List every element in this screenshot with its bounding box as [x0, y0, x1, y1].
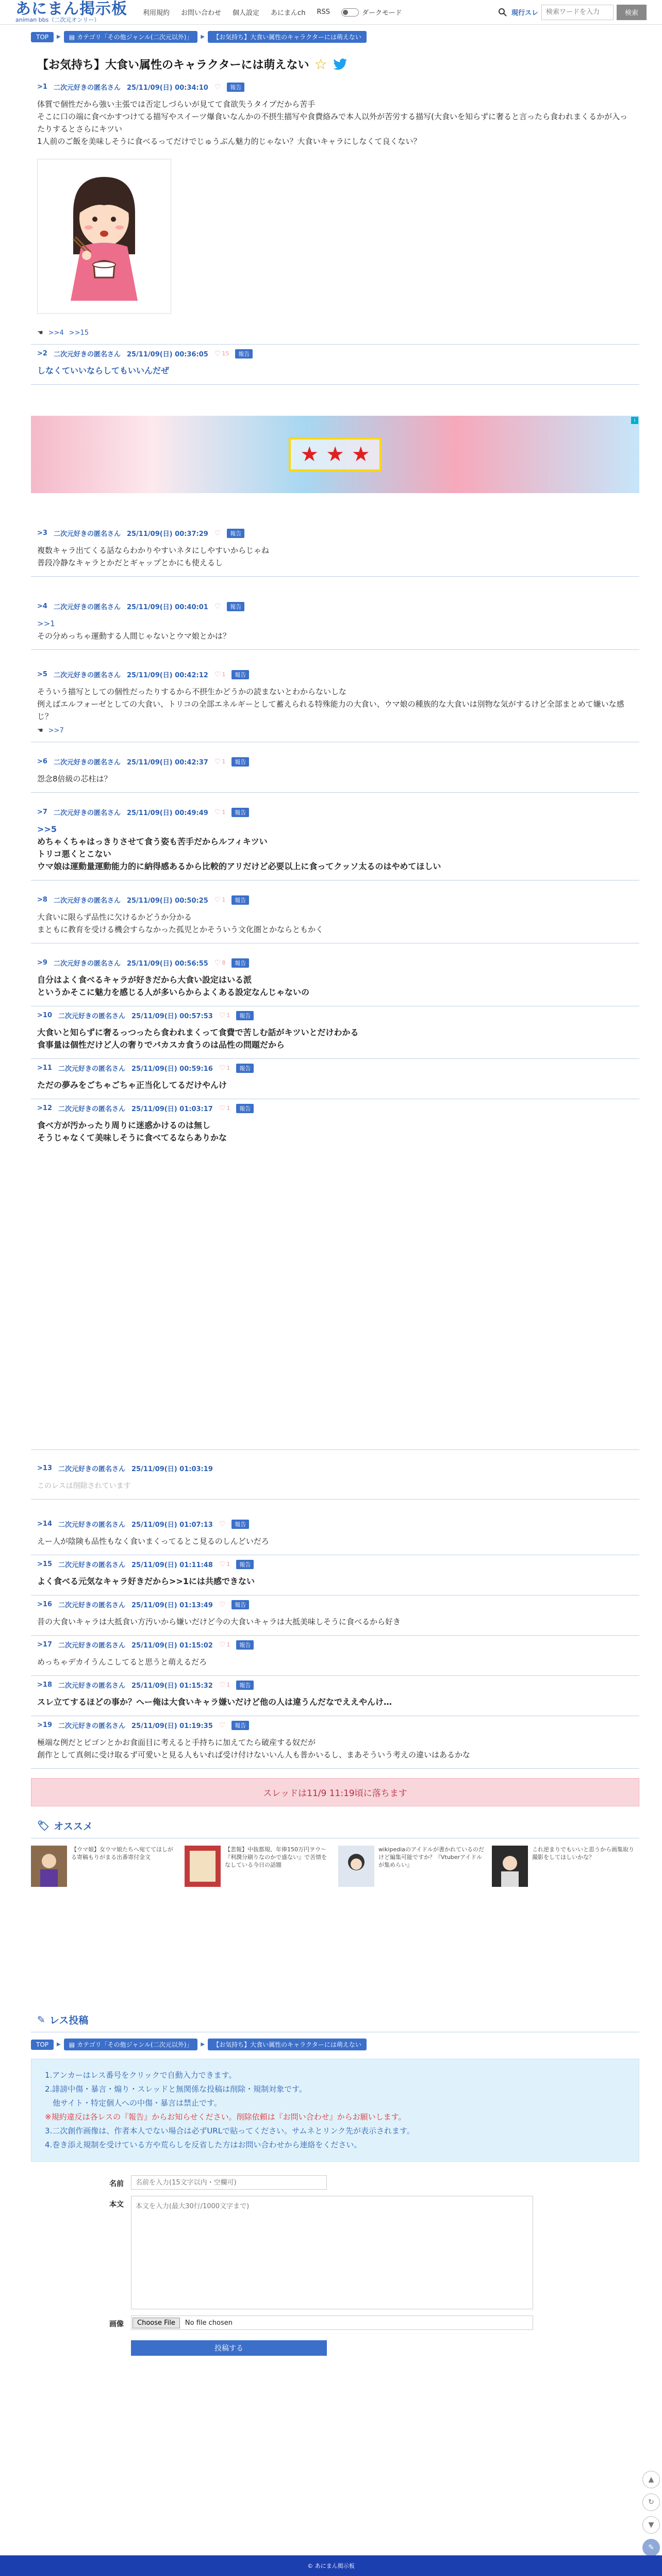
report-button[interactable]: 報告: [236, 1681, 254, 1690]
post-replies: [37, 727, 633, 739]
post-header: [37, 1463, 633, 1473]
post-number[interactable]: >15: [37, 1560, 52, 1568]
nav-contact[interactable]: お問い合わせ: [181, 9, 222, 17]
like-count: 1: [222, 809, 226, 816]
post-number[interactable]: >12: [37, 1104, 52, 1112]
post-12: [31, 1099, 639, 1450]
post-body: 複数キャラ出てくる話ならわかりやすいネタにしやすいからじゃね 普段冷静なキャラとかだとギャップとかにも使えるし: [37, 546, 270, 567]
post-14: [31, 1515, 639, 1555]
reply-pointer-icon: ☚: [37, 329, 43, 337]
breadcrumb-category-label: カテゴリ「その他ジャンル(二次元以外)」: [77, 2041, 193, 2048]
name-field[interactable]: [131, 2175, 327, 2190]
like-heart-icon[interactable]: ♡: [219, 1600, 226, 1609]
search-scope-select[interactable]: 現行スレ: [511, 9, 538, 17]
post-11: [31, 1059, 639, 1099]
anchor-link[interactable]: >>5: [37, 824, 57, 834]
poster-name: 二次元好きの匿名さん: [58, 1682, 125, 1690]
post-header: [37, 1559, 633, 1569]
search-icon: [497, 7, 508, 18]
post-date: 25/11/09(日) 00:49:49: [126, 809, 208, 817]
recommend-title: オススメ: [54, 1821, 93, 1832]
post-body: そういう描写としての個性だったりするから不摂生かどうかの読まないとわからないしな 例えばエルフォーゼとしての大食い、トリコの全部エネルギーとして蓄えられる特殊能力の大食い、ウマ娘の種族的な大食いは別物な気がするけど全部まとめて嫌いな感じ？: [37, 687, 624, 721]
folder-icon: ▤: [69, 33, 75, 41]
post-body: ただの夢みをごちゃごちゃ正当化してるだけやんけ: [37, 1080, 227, 1090]
post-number[interactable]: >5: [37, 671, 47, 678]
post-number[interactable]: >7: [37, 808, 47, 816]
like-count: 1: [226, 1561, 230, 1568]
ad-banner[interactable]: [31, 416, 639, 493]
post-number[interactable]: >18: [37, 1681, 52, 1689]
rule-line: 4.巻き添え規制を受けている方や荒らしを反省した方はお問い合わせから連絡をください。: [45, 2140, 362, 2149]
poster-name: 二次元好きの匿名さん: [58, 1602, 125, 1609]
post-date: 25/11/09(日) 01:03:17: [131, 1105, 213, 1113]
ad-info-icon[interactable]: i: [631, 417, 638, 424]
poster-name: 二次元好きの匿名さん: [53, 960, 121, 968]
post-9: [31, 954, 639, 1006]
tag-icon: 🏷: [37, 1820, 50, 1832]
report-button[interactable]: 報告: [231, 808, 249, 817]
breadcrumb-top[interactable]: TOP: [31, 32, 54, 42]
post-replies: [37, 329, 633, 341]
pencil-icon: ✎: [37, 2014, 45, 2026]
anchor-link[interactable]: >>1: [37, 619, 55, 628]
header-nav: [143, 7, 402, 17]
like-heart-icon[interactable]: ♡ 1: [219, 1011, 230, 1020]
post-header: [37, 601, 633, 611]
post-body: えー人が陰険も品性もなく食いまくってるとこ見るのしんどいだろ: [37, 1537, 269, 1546]
toggle-track: [341, 8, 359, 17]
like-heart-icon[interactable]: ♡ 1: [214, 808, 226, 817]
banner-logo-icon: ★ ★ ★: [289, 437, 381, 471]
post-image[interactable]: [37, 159, 171, 314]
file-status: No file chosen: [185, 2319, 233, 2327]
report-button[interactable]: 報告: [231, 757, 249, 767]
post-body: よく食べる元気なキャラ好きだから>>1には共感できない: [37, 1576, 255, 1586]
reply-pointer-icon: ☚: [37, 727, 43, 735]
report-button[interactable]: 報告: [231, 958, 249, 968]
poster-name: 二次元好きの匿名さん: [53, 897, 121, 905]
post-number[interactable]: >6: [37, 758, 47, 765]
image-label: 画像: [109, 2320, 124, 2328]
logo-title: あにまん掲示板: [15, 0, 127, 18]
poster-name: 二次元好きの匿名さん: [53, 84, 121, 92]
post-body: 食べ方が汚かったり周りに迷惑かけるのは無し そうじゃなくて美味しそうに食べてるならありかな: [37, 1120, 227, 1143]
thumbnail-icon: [492, 1846, 528, 1887]
nav-animanch[interactable]: あにまんch: [271, 9, 306, 17]
post-7: [31, 803, 639, 881]
report-button[interactable]: 報告: [231, 1600, 249, 1609]
breadcrumb-separator-icon: ▶: [57, 2042, 61, 2047]
like-heart-icon[interactable]: ♡ 1: [219, 1640, 230, 1649]
like-count: 1: [222, 671, 226, 678]
nav-rss[interactable]: RSS: [317, 8, 330, 16]
post-body: めっちゃデカイうんこしてると思うと萌えるだろ: [37, 1657, 207, 1667]
like-count: 1: [226, 1065, 230, 1071]
like-heart-icon[interactable]: ♡ 15: [214, 349, 229, 358]
poster-name: 二次元好きの匿名さん: [53, 759, 121, 767]
breadcrumb-thread[interactable]: 【お気持ち】大食い属性のキャラクターには萌えない: [208, 2039, 367, 2050]
thumbnail-icon: [185, 1846, 221, 1887]
post-header: [37, 1519, 633, 1529]
post-body: [37, 817, 633, 877]
breadcrumb-category[interactable]: [64, 2039, 198, 2050]
main-content: [31, 41, 639, 2356]
body-textarea[interactable]: [131, 2196, 533, 2309]
post-number[interactable]: >17: [37, 1641, 52, 1649]
post-number[interactable]: >4: [37, 602, 47, 610]
post-body: 極端な例だとピゴンとかお食面目に考えると手持ちに加えてたら破産する奴だが 創作として真剣に受け取るず可愛いと見る人もいれば受け付けないいん人も普かいるし、まあそういう考えの違いはあるかな: [37, 1738, 471, 1759]
post-header: [37, 1640, 633, 1650]
post-date: 25/11/09(日) 00:34:10: [126, 84, 208, 92]
rule-line: 2.誹謗中傷・暴言・煽り・スレッドと無関係な投稿は削除・規制対象です。: [45, 2084, 307, 2094]
recommend-item[interactable]: [185, 1846, 332, 1887]
search-input[interactable]: [541, 5, 614, 20]
post-date: 25/11/09(日) 00:37:29: [126, 530, 208, 538]
rule-line: 3.二次創作画像は、作者本人でない場合は必ずURLで貼ってください。サムネとリンク先が表示されます。: [45, 2126, 415, 2135]
poster-name: 二次元好きの匿名さん: [53, 530, 121, 538]
post-header: [37, 1103, 633, 1113]
site-header: [0, 0, 662, 25]
report-button[interactable]: 報告: [227, 529, 244, 538]
post-date: 25/11/09(日) 00:59:16: [131, 1065, 213, 1073]
post-body: 大食いに限らず品性に欠けるかどうか分かる まともに教育を受ける機会すらなかった孤児とかそういう文化圏とかならともかく: [37, 912, 324, 934]
recommend-text: 【悲報】中抜都規、年俸150万円ヲウ～『利潤分刷りなのかで盛ない』で苦情をなしている今日の話題: [225, 1846, 327, 1868]
post-19: [31, 1716, 639, 1769]
report-button[interactable]: 報告: [236, 1104, 254, 1113]
post-body: 自分はよく食べるキャラが好きだから大食い設定はいる派 というかそこに魅力を感じる人が多いらからよくある設定なんじゃないの: [37, 975, 310, 997]
post-number[interactable]: >16: [37, 1601, 52, 1608]
report-button[interactable]: 報告: [231, 895, 249, 905]
name-row: [31, 2172, 639, 2193]
post-4: [31, 597, 639, 650]
post-5: [31, 665, 639, 742]
like-count: 1: [226, 1641, 230, 1648]
post-header: [37, 1680, 633, 1690]
thumbnail-icon: [338, 1846, 374, 1887]
post-header: [37, 807, 633, 817]
reply-form-header: [31, 2013, 639, 2032]
like-heart-icon[interactable]: ♡ 1: [219, 1681, 230, 1689]
like-heart-icon[interactable]: ♡ 1: [219, 1104, 230, 1113]
poster-name: 二次元好きの匿名さん: [53, 351, 121, 358]
breadcrumb-separator-icon: ▶: [201, 34, 205, 40]
like-heart-icon[interactable]: ♡ 1: [214, 757, 226, 766]
poster-name: 二次元好きの匿名さん: [53, 604, 121, 611]
post-date: 25/11/09(日) 00:36:05: [126, 351, 208, 358]
post-number[interactable]: >1: [37, 83, 47, 91]
compose-icon[interactable]: ✎: [642, 2539, 660, 2556]
post-3: [31, 524, 639, 577]
site-footer: © あにまん掲示板: [0, 2555, 662, 2576]
post-number[interactable]: >8: [37, 896, 47, 904]
girl-eating-illustration: [53, 167, 156, 306]
post-17: [31, 1636, 639, 1676]
post-number[interactable]: >10: [37, 1012, 52, 1019]
thread-expiry-alert: スレッドは11/9 11:19頃に落ちます: [31, 1778, 639, 1806]
reply-form-section: [31, 2013, 639, 2356]
post-date: 25/11/09(日) 01:19:35: [131, 1722, 213, 1730]
post-date: 25/11/09(日) 01:07:13: [131, 1521, 213, 1529]
poster-name: 二次元好きの匿名さん: [58, 1105, 125, 1113]
post-header: [37, 1063, 633, 1073]
post-date: 25/11/09(日) 01:13:49: [131, 1602, 213, 1609]
like-count: 1: [222, 896, 226, 903]
post-number[interactable]: >2: [37, 350, 47, 357]
like-heart-icon[interactable]: ♡: [219, 1721, 226, 1730]
post-date: 25/11/09(日) 01:15:32: [131, 1682, 213, 1690]
recommend-item[interactable]: [492, 1846, 639, 1887]
like-heart-icon[interactable]: ♡: [214, 529, 221, 537]
thumbnail-icon: [31, 1846, 67, 1887]
nav-settings[interactable]: 個人設定: [233, 9, 260, 17]
like-heart-icon[interactable]: ♡ 1: [219, 1064, 230, 1072]
post-date: 25/11/09(日) 00:56:55: [126, 960, 208, 968]
body-row: [31, 2193, 639, 2312]
reload-icon[interactable]: ↻: [642, 2493, 660, 2511]
like-heart-icon[interactable]: ♡: [214, 602, 221, 611]
post-header: [37, 528, 633, 538]
report-button[interactable]: 報告: [231, 1520, 249, 1529]
toggle-knob: [343, 10, 348, 15]
poster-name: 二次元好きの匿名さん: [58, 1722, 125, 1730]
post-header: [37, 670, 633, 679]
posting-rules: [31, 2059, 639, 2162]
poster-name: 二次元好きの匿名さん: [58, 1521, 125, 1529]
twitter-share-icon[interactable]: [333, 58, 348, 71]
post-number[interactable]: >19: [37, 1721, 52, 1729]
dark-mode-toggle[interactable]: [341, 7, 402, 17]
dark-mode-label: ダークモード: [361, 9, 402, 17]
post-13: [31, 1459, 639, 1499]
post-number[interactable]: >13: [37, 1464, 52, 1472]
like-heart-icon[interactable]: ♡ 1: [219, 1560, 230, 1569]
report-button[interactable]: 報告: [236, 1064, 254, 1073]
report-button[interactable]: 報告: [236, 1560, 254, 1569]
recommend-text: 【ウマ娘】女ウマ娘たちへ宛ててほしがる寄稿もりがまる出番寄付金文: [71, 1846, 173, 1861]
form-breadcrumb: [31, 2032, 639, 2050]
post-16: [31, 1595, 639, 1636]
reply-link[interactable]: >>15: [69, 329, 89, 337]
post-date: 25/11/09(日) 01:03:19: [131, 1465, 213, 1473]
post-body: 怨念8倍級の芯柱は？: [37, 774, 112, 784]
poster-name: 二次元好きの匿名さん: [53, 672, 121, 679]
breadcrumb-top[interactable]: TOP: [31, 2040, 54, 2050]
report-button[interactable]: 報告: [227, 602, 244, 611]
post-body: 昔の大食いキャラは大抵食い方汚いから嫌いだけど今の大食いキャラは大抵美味しそうに食べるから好き: [37, 1617, 401, 1626]
report-button[interactable]: 報告: [236, 1640, 254, 1650]
search-bar: [497, 5, 647, 20]
rule-line: ※規約違反は各レスの『報告』からお知らせください。削除依頼は『お問い合わせ』からお願いします。: [45, 2112, 406, 2122]
post-header: [37, 1600, 633, 1609]
scroll-top-icon[interactable]: ▲: [642, 2471, 660, 2488]
post-1: [31, 78, 639, 345]
name-label: 名前: [109, 2180, 124, 2188]
like-heart-icon[interactable]: ♡ 1: [214, 670, 226, 679]
reply-form-title: レス投稿: [49, 2015, 89, 2026]
like-heart-icon[interactable]: ♡ 8: [214, 958, 226, 967]
like-count: 15: [222, 350, 229, 357]
recommend-item[interactable]: [31, 1846, 178, 1887]
like-heart-icon[interactable]: ♡: [214, 83, 221, 91]
like-heart-icon[interactable]: ♡ 1: [214, 895, 226, 904]
reply-link[interactable]: >>4: [48, 329, 64, 337]
recommend-header: [31, 1819, 639, 1838]
side-tools: [642, 2471, 660, 2556]
breadcrumb-category-label: カテゴリ「その他ジャンル(二次元以外)」: [77, 34, 193, 41]
like-count: 1: [226, 1105, 230, 1112]
post-text: その分めっちゃ運動する人間じゃないとウマ娘とかは？: [37, 631, 230, 641]
post-2: [31, 345, 639, 385]
like-count: 1: [222, 758, 226, 765]
report-button[interactable]: 報告: [231, 670, 249, 679]
image-row: [31, 2312, 639, 2333]
post-date: 25/11/09(日) 00:42:37: [126, 759, 208, 767]
poster-name: 二次元好きの匿名さん: [53, 809, 121, 817]
post-text: めちゃくちゃはっきりさせて食う姿も苦手だからルフィキツい トリコ悪くとこない ウマ娘は運動量運動能力的に納得感あるから比較的アリだけど必要以上に食ってクッソ太るのはやめてほしい: [37, 837, 441, 871]
post-date: 25/11/09(日) 01:11:48: [131, 1561, 213, 1569]
recommend-text: wikipediaのアイドルが書かれているのだけど編集可能ですか？『Vtuberアイドルが集めらい』: [378, 1846, 485, 1868]
reply-link[interactable]: >>7: [48, 727, 64, 735]
recommend-item[interactable]: [338, 1846, 486, 1887]
post-number[interactable]: >14: [37, 1520, 52, 1528]
body-label: 本文: [109, 2200, 124, 2209]
like-count: 8: [222, 959, 226, 966]
report-button[interactable]: 報告: [231, 1721, 249, 1730]
post-date: 25/11/09(日) 01:15:02: [131, 1642, 213, 1650]
breadcrumb-separator-icon: ▶: [201, 2042, 205, 2047]
post-header: [37, 349, 633, 358]
folder-icon: ▤: [69, 2041, 75, 2048]
poster-name: 二次元好きの匿名さん: [58, 1642, 125, 1650]
post-header: [37, 82, 633, 92]
post-date: 25/11/09(日) 00:57:53: [131, 1013, 213, 1020]
post-8: [31, 891, 639, 943]
submit-button[interactable]: 投稿する: [131, 2340, 327, 2356]
thread-title-bar: [31, 41, 639, 78]
post-18: [31, 1676, 639, 1716]
report-button[interactable]: 報告: [227, 83, 244, 92]
post-10: [31, 1006, 639, 1059]
search-button[interactable]: 検索: [617, 5, 647, 20]
breadcrumb: [0, 25, 662, 43]
post-number[interactable]: >3: [37, 529, 47, 537]
report-button[interactable]: 報告: [236, 1011, 254, 1020]
poster-name: 二次元好きの匿名さん: [58, 1065, 125, 1073]
breadcrumb-thread[interactable]: 【お気持ち】大食い属性のキャラクターには萌えない: [208, 31, 367, 43]
scroll-bottom-icon[interactable]: ▼: [642, 2516, 660, 2534]
post-number[interactable]: >11: [37, 1064, 52, 1072]
post-date: 25/11/09(日) 00:42:12: [126, 672, 208, 679]
poster-name: 二次元好きの匿名さん: [58, 1013, 125, 1020]
post-body: スレ立てするほどの事か？へー俺は大食いキャラ嫌いだけど他の人は違うんだなでええやんけ…: [37, 1697, 392, 1707]
post-header: [37, 1010, 633, 1020]
rule-line: 1.アンカーはレス番号をクリックで自動入力できます。: [45, 2070, 237, 2080]
like-count: 1: [226, 1012, 230, 1019]
breadcrumb-separator-icon: ▶: [57, 34, 61, 40]
recommend-list: [31, 1838, 639, 1894]
favorite-star-icon[interactable]: ☆: [314, 56, 327, 73]
deleted-message: このレスは削除されています: [37, 1482, 131, 1490]
post-date: 25/11/09(日) 00:50:25: [126, 897, 208, 905]
post-body: [37, 611, 633, 646]
post-number[interactable]: >9: [37, 959, 47, 967]
like-heart-icon[interactable]: ♡: [219, 1520, 226, 1528]
post-header: [37, 757, 633, 767]
post-body: しなくていいならしてもいいんだぜ: [37, 366, 170, 376]
site-logo[interactable]: [15, 2, 127, 23]
nav-terms[interactable]: 利用規約: [143, 9, 170, 17]
post-header: [37, 1720, 633, 1730]
post-6: [31, 753, 639, 793]
poster-name: 二次元好きの匿名さん: [58, 1561, 125, 1569]
thread-title: 【お気持ち】大食い属性のキャラクターには萌えない: [37, 59, 309, 72]
post-body: 大食いと知らずに奢るっつったら食われまくって食費で苦しむ話がキツいとだけわかる 食事量は個性だけど人の奢りでバカスカ食うのは品性の問題だから: [37, 1028, 359, 1050]
rule-line: 他サイト・特定個人への中傷・暴言は禁止です。: [45, 2098, 222, 2108]
recommend-text: これ逆まりでもいいと思うから画集取り撮影をしてほしいかな？: [532, 1846, 634, 1861]
post-15: [31, 1555, 639, 1595]
report-button[interactable]: 報告: [235, 349, 253, 358]
like-count: 1: [226, 1682, 230, 1688]
poster-name: 二次元好きの匿名さん: [58, 1465, 125, 1473]
post-header: [37, 895, 633, 905]
file-input: [131, 2316, 533, 2330]
choose-file-button[interactable]: Choose File: [133, 2318, 180, 2328]
post-date: 25/11/09(日) 00:40:01: [126, 604, 208, 611]
post-body: 体質で個性だから強い主張では否定しづらいが見てて食欲失うタイプだから苦手 そこに口の端に食べかすつけてる描写やスイーツ爆食いなんかの不摂生描写や食費絡みで本人以外が苦労する描写(大食いを知らずに奢ると言ったら食われまくるかが入ったりするとさらにキツい 1人前のご飯を美味しそうに食べるってだけでじゅうぶん魅力的じゃない？大食いキャラにしなくて良くない？: [37, 100, 627, 146]
post-header: [37, 958, 633, 968]
logo-subtitle: animan bbs（二次元オンリー）: [15, 16, 100, 23]
